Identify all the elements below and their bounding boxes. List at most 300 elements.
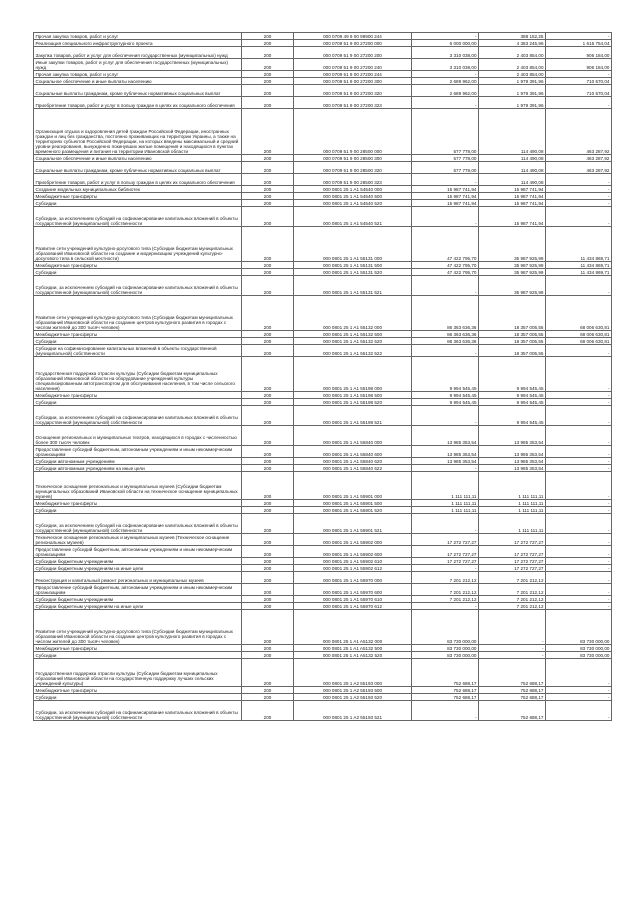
cell-code: 200 [242,357,294,392]
table-row [34,33,612,40]
cell-c2: 7 201 212,12 [479,596,546,603]
cell-code: 200 [242,572,294,584]
table-row [34,193,612,200]
table-row [34,458,612,465]
cell-c1: 2 689 962,00 [412,85,479,97]
cell-c3: 463 287,92 [546,162,612,174]
cell-name: Субсидии [34,652,242,659]
cell-kbk: 000 0801 25 1 A1 54540 500 [294,193,412,200]
cell-code: 200 [242,227,294,262]
cell-c1: - [412,276,479,296]
cell-code: 200 [242,109,294,155]
cell-c2: 17 272 727,27 [479,534,546,546]
cell-c3: - [546,406,612,426]
cell-c1: 15 987 741,94 [412,186,479,193]
cell-c3: 463 287,92 [546,155,612,162]
cell-name: Предоставление субсидий бюджетным, автономным учреждениям и иным некоммерческим организациям [34,446,242,458]
cell-kbk: 000 0801 25 1 A1 55901 521 [294,514,412,534]
cell-name: Государственная поддержка отрасли культуры (Субсидии бюджетам муниципальных образований Ивановской области на оборудование учреждений культуры специализированным автотранспортом для обслуживания населения, в том числе сельского населения) [34,357,242,392]
cell-c3: - [546,426,612,446]
cell-kbk: 000 0709 51 9 00 27200 200 [294,47,412,59]
cell-code: 200 [242,565,294,572]
cell-kbk: 000 0801 25 1 A1 55198 500 [294,392,412,399]
cell-name: Реализация специального инфраструктурного проекта [34,40,242,47]
cell-code: 200 [242,399,294,406]
cell-c3: - [546,392,612,399]
table-row [34,331,612,338]
cell-name: Субсидии автономным учреждениям [34,458,242,465]
cell-kbk: 000 0801 25 1 A1 55840 622 [294,465,412,472]
cell-c1: 1 111 111,11 [412,507,479,514]
cell-kbk: 000 0801 25 1 A1 55901 500 [294,500,412,507]
cell-c2: 15 987 741,94 [479,186,546,193]
cell-code: 200 [242,331,294,338]
cell-kbk: 000 0801 25 1 A1 55198 520 [294,399,412,406]
cell-c2: 9 994 545,45 [479,392,546,399]
table-row [34,296,612,331]
cell-name: Предоставление субсидий бюджетным, автономным учреждениям и иным некоммерческим организациям [34,584,242,596]
cell-kbk: 000 0801 25 1 A1 55902 612 [294,565,412,572]
table-row [34,596,612,603]
cell-c1: 83 730 000,00 [412,645,479,652]
cell-c3: 710 570,04 [546,85,612,97]
cell-c3: 68 006 630,81 [546,338,612,345]
table-row [34,269,612,276]
cell-code: 200 [242,97,294,109]
cell-c3: 68 006 630,81 [546,331,612,338]
cell-c2: 1 111 111,11 [479,500,546,507]
cell-c3: 83 730 000,00 [546,652,612,659]
cell-c2: 7 201 212,12 [479,584,546,596]
cell-c2: 114 490,08 [479,109,546,155]
cell-c2: 388 152,25 [479,33,546,40]
cell-c3: - [546,659,612,687]
cell-c2: 1 979 391,96 [479,85,546,97]
cell-name: Развитие сети учреждений культурно-досугового типа (Субсидии бюджетам муниципальных образований Ивановской области на создание центров культурного развития в городах с числом жителей до 300 тысяч человек) [34,296,242,331]
cell-code: 200 [242,701,294,721]
cell-c3: - [546,572,612,584]
table-row [34,276,612,296]
cell-kbk: 000 0801 25 1 A1 55970 000 [294,572,412,584]
cell-c3: - [546,399,612,406]
cell-c3: - [546,472,612,500]
table-row [34,155,612,162]
table-row [34,59,612,71]
cell-kbk: 000 0801 25 1 A1 54540 521 [294,207,412,227]
cell-c2: 752 688,17 [479,694,546,701]
cell-c1: - [412,207,479,227]
cell-c1: - [412,33,479,40]
cell-c1: 3 310 038,00 [412,47,479,59]
cell-name: Межбюджетные трансферты [34,687,242,694]
cell-c3: - [546,584,612,596]
cell-kbk: 000 0709 51 9 00 27200 000 [294,40,412,47]
cell-c3: - [546,207,612,227]
cell-name: Субсидии, за исключением субсидий на софинансирование капитальных вложений в объекты государственной (муниципальной) собственности [34,514,242,534]
cell-c3: - [546,534,612,546]
cell-c2: 18 357 005,55 [479,296,546,331]
cell-name: Межбюджетные трансферты [34,500,242,507]
cell-code: 200 [242,458,294,465]
table-row [34,514,612,534]
cell-code: 200 [242,207,294,227]
cell-c1: 86 363 636,36 [412,338,479,345]
cell-name: Социальные выплаты гражданам, кроме публичных нормативных социальных выплат [34,162,242,174]
cell-name: Субсидии бюджетным учреждениям [34,558,242,565]
expenditure-table [33,32,612,721]
cell-kbk: 000 0801 25 1 A1 55132 522 [294,345,412,357]
cell-c2: 17 272 727,27 [479,546,546,558]
cell-c1: 47 422 795,70 [412,262,479,269]
table-row [34,446,612,458]
cell-code: 200 [242,584,294,596]
table-row [34,399,612,406]
cell-code: 200 [242,193,294,200]
cell-code: 200 [242,500,294,507]
table-row [34,186,612,193]
cell-code: 200 [242,59,294,71]
cell-name: Субсидии, за исключением субсидий на софинансирование капитальных вложений в объекты государственной (муниципальной) собственности [34,406,242,426]
cell-code: 200 [242,465,294,472]
cell-kbk: 000 0801 25 1 A1 55198 000 [294,357,412,392]
cell-code: 200 [242,392,294,399]
cell-kbk: 000 0709 51 9 00 28500 000 [294,109,412,155]
cell-c2: 752 688,17 [479,701,546,721]
cell-c1: 47 422 795,70 [412,227,479,262]
table-row [34,572,612,584]
table-row [34,558,612,565]
table-row [34,97,612,109]
cell-c3: - [546,200,612,207]
cell-c3: - [546,596,612,603]
cell-c1: 9 994 545,45 [412,357,479,392]
cell-kbk: 000 0801 25 1 A1 55131 521 [294,276,412,296]
table-row [34,40,612,47]
cell-c1: - [412,514,479,534]
cell-kbk: 000 0801 25 1 A1 55131 520 [294,269,412,276]
cell-kbk: 000 0709 51 9 00 27200 320 [294,85,412,97]
cell-code: 200 [242,269,294,276]
cell-c2: 2 403 854,00 [479,47,546,59]
cell-c1: 13 985 353,54 [412,426,479,446]
table-row [34,472,612,500]
cell-kbk: 000 0801 25 1 A1 55132 500 [294,331,412,338]
cell-c1: - [412,345,479,357]
cell-kbk: 000 0801 25 1 A2 55193 520 [294,694,412,701]
cell-code: 200 [242,426,294,446]
cell-code: 200 [242,603,294,610]
cell-c1: 9 994 545,45 [412,392,479,399]
cell-name: Субсидии, за исключением субсидий на софинансирование капитальных вложений в объекты государственной (муниципальной) собственности [34,207,242,227]
cell-c1: - [412,71,479,78]
cell-c1: 577 778,00 [412,162,479,174]
cell-code: 200 [242,514,294,534]
cell-code: 200 [242,558,294,565]
table-row [34,603,612,610]
table-row [34,47,612,59]
cell-c2: 2 403 854,00 [479,59,546,71]
cell-c1: 7 201 212,12 [412,572,479,584]
cell-code: 200 [242,694,294,701]
cell-name: Субсидии, за исключением субсидий на софинансирование капитальных вложений в объекты государственной (муниципальной) собственности [34,701,242,721]
cell-c3: 11 434 869,71 [546,262,612,269]
cell-c2: 1 979 391,96 [479,78,546,85]
cell-name: Межбюджетные трансферты [34,392,242,399]
cell-code: 200 [242,610,294,645]
cell-kbk: 000 0709 51 9 00 27200 244 [294,71,412,78]
cell-c2: 13 985 353,54 [479,446,546,458]
cell-kbk: 000 0801 25 1 A1 55970 600 [294,584,412,596]
cell-kbk: 000 0709 51 9 00 27200 300 [294,78,412,85]
cell-c2: 1 111 111,11 [479,472,546,500]
cell-c3: 1 616 754,04 [546,40,612,47]
cell-name: Межбюджетные трансферты [34,193,242,200]
cell-c3: - [546,465,612,472]
cell-name: Субсидии бюджетным учреждениям на иные цели [34,565,242,572]
cell-c2: 18 357 005,55 [479,345,546,357]
cell-c3: - [546,701,612,721]
cell-c1: - [412,701,479,721]
table-row [34,357,612,392]
table-row [34,200,612,207]
cell-kbk: 000 0801 25 1 A1 55902 610 [294,558,412,565]
cell-name: Иные закупки товаров, работ и услуг для обеспечения государственных (муниципальных) нужд [34,59,242,71]
cell-c1: - [412,465,479,472]
cell-name: Субсидии на софинансирование капитальных вложений в объекты государственной (муниципальной) собственности [34,345,242,357]
cell-name: Государственная поддержка отрасли культуры (Субсидии бюджетам муниципальных образований Ивановской области на государственную поддержку лучших сельских учреждений культуры) [34,659,242,687]
cell-name: Субсидии [34,338,242,345]
cell-c3: 710 570,04 [546,78,612,85]
table-row [34,174,612,186]
table-row [34,162,612,174]
cell-name: Социальное обеспечение и иные выплаты населению [34,155,242,162]
table-row [34,227,612,262]
cell-c2: 13 985 353,54 [479,426,546,446]
cell-c3: - [546,514,612,534]
cell-c2: 13 985 353,54 [479,458,546,465]
cell-name: Субсидии [34,200,242,207]
cell-c2: 18 357 005,55 [479,338,546,345]
cell-kbk: 000 0709 51 9 00 27200 323 [294,97,412,109]
table-row [34,687,612,694]
cell-code: 200 [242,687,294,694]
cell-c2: 1 979 391,96 [479,97,546,109]
cell-c2: 7 201 212,12 [479,572,546,584]
cell-name: Субсидии [34,507,242,514]
cell-code: 200 [242,262,294,269]
cell-c1: 752 688,17 [412,687,479,694]
cell-code: 200 [242,33,294,40]
cell-c3: - [546,276,612,296]
cell-kbk: 000 0801 25 1 A1 55901 000 [294,472,412,500]
cell-kbk: 000 0709 51 9 00 28500 323 [294,174,412,186]
table-row [34,207,612,227]
cell-kbk: 000 0709 51 9 00 27200 240 [294,59,412,71]
cell-c3: - [546,687,612,694]
cell-code: 200 [242,338,294,345]
cell-name: Межбюджетные трансферты [34,331,242,338]
cell-name: Субсидии автономным учреждениям на иные цели [34,465,242,472]
cell-kbk: 000 0709 51 9 00 28500 300 [294,155,412,162]
cell-c1: 9 994 545,45 [412,399,479,406]
cell-kbk: 000 0801 25 1 A1 A5132 520 [294,652,412,659]
table-row [34,645,612,652]
cell-c3: 906 184,00 [546,59,612,71]
cell-kbk: 000 0801 25 1 A1 55198 521 [294,406,412,426]
cell-c2: 752 688,17 [479,687,546,694]
cell-c2: 7 201 212,12 [479,603,546,610]
cell-code: 200 [242,47,294,59]
table-row [34,584,612,596]
cell-kbk: 000 0801 25 1 A1 55840 620 [294,458,412,465]
cell-c3: 83 730 000,00 [546,645,612,652]
cell-name: Субсидии [34,399,242,406]
cell-c1: - [412,406,479,426]
cell-name: Организация отдыха и оздоровления детей граждан Российской Федерации, иностранных граждан и лиц без гражданства, постоянно проживающих на территории Украины, а также на территориях субъектов Российской Федерации, на которых введены максимальный и средний уровни реагирования, вынужденно покинувших жилые помещения и находящихся в пунктах временного размещения и питания на территории Ивановской области [34,109,242,155]
cell-c1: - [412,174,479,186]
cell-c1: - [412,565,479,572]
cell-c3: - [546,507,612,514]
cell-c2: 9 994 545,45 [479,357,546,392]
cell-code: 200 [242,276,294,296]
cell-c3: 463 287,92 [546,109,612,155]
table-row [34,426,612,446]
cell-c3: - [546,186,612,193]
cell-c2: 752 688,17 [479,659,546,687]
cell-kbk: 000 0801 25 1 A1 55132 520 [294,338,412,345]
cell-kbk: 000 0801 25 1 A1 54540 000 [294,186,412,193]
cell-c1: 17 272 727,27 [412,534,479,546]
cell-c2: 1 111 111,11 [479,507,546,514]
cell-name: Закупка товаров, работ и услуг для обеспечения государственных (муниципальных) нужд [34,47,242,59]
cell-c2: 114 490,08 [479,162,546,174]
cell-code: 200 [242,186,294,193]
cell-c1: 15 987 741,94 [412,200,479,207]
cell-code: 200 [242,85,294,97]
table-row [34,465,612,472]
cell-c3: - [546,33,612,40]
expenditure-table-body [34,33,612,721]
cell-name: Оснащение региональных и муниципальных театров, находящихся в городах с численностью более 300 тысяч человек [34,426,242,446]
cell-c2: 9 994 545,45 [479,406,546,426]
cell-c3: - [546,357,612,392]
cell-c1: 86 363 636,36 [412,296,479,331]
cell-kbk: 000 0801 25 1 A1 55131 000 [294,227,412,262]
cell-name: Субсидии, за исключением субсидий на софинансирование капитальных вложений в объекты государственной (муниципальной) собственности [34,276,242,296]
cell-c1: 13 985 353,54 [412,458,479,465]
table-row [34,610,612,645]
cell-kbk: 000 0801 25 1 A2 55193 521 [294,701,412,721]
cell-c3: - [546,193,612,200]
cell-c1: 752 688,17 [412,659,479,687]
cell-kbk: 000 0801 25 1 A2 55193 500 [294,687,412,694]
cell-c2: 35 987 925,99 [479,227,546,262]
cell-name: Социальные выплаты гражданам, кроме публичных нормативных социальных выплат [34,85,242,97]
cell-c1: - [412,97,479,109]
cell-c3: - [546,97,612,109]
cell-name: Реконструкция и капитальный ремонт региональных и муниципальных музеев [34,572,242,584]
cell-name: Субсидии [34,269,242,276]
cell-kbk: 000 0801 25 1 A1 55840 600 [294,446,412,458]
cell-c1: 13 985 353,54 [412,446,479,458]
cell-name: Развитие сети учреждений культурно-досугового типа (Субсидии бюджетам муниципальных образований Ивановской области на создание центров культурного развития в городах с числом жителей до 300 тысяч человек) [34,610,242,645]
cell-c1: 15 987 741,94 [412,193,479,200]
table-row [34,345,612,357]
cell-c3: - [546,174,612,186]
table-row [34,534,612,546]
cell-c1: 86 363 636,36 [412,331,479,338]
cell-code: 200 [242,345,294,357]
cell-c2: - [479,610,546,645]
cell-name: Прочая закупка товаров, работ и услуг [34,33,242,40]
cell-c1: 2 689 962,00 [412,78,479,85]
table-row [34,109,612,155]
cell-code: 200 [242,546,294,558]
cell-code: 200 [242,406,294,426]
cell-code: 200 [242,645,294,652]
cell-kbk: 000 0801 25 1 A1 55970 612 [294,603,412,610]
cell-code: 200 [242,659,294,687]
cell-name: Техническое оснащение региональных и муниципальных музеев (Техническое оснащение региональных музеев) [34,534,242,546]
cell-c2: 2 403 854,00 [479,71,546,78]
cell-c2: 17 272 727,27 [479,558,546,565]
table-row [34,500,612,507]
cell-c3: - [546,446,612,458]
cell-kbk: 000 0709 49 9 00 99900 244 [294,33,412,40]
cell-c2: 114 490,08 [479,155,546,162]
table-row [34,507,612,514]
cell-kbk: 000 0801 25 1 A1 55901 520 [294,507,412,514]
cell-code: 200 [242,174,294,186]
cell-code: 200 [242,296,294,331]
cell-c2: 35 987 925,99 [479,276,546,296]
cell-c2: 4 383 245,96 [479,40,546,47]
cell-c2: 17 272 727,27 [479,565,546,572]
cell-kbk: 000 0801 25 1 A1 55840 000 [294,426,412,446]
cell-kbk: 000 0801 25 1 A2 55193 000 [294,659,412,687]
cell-name: Субсидии бюджетным учреждениям на иные цели [34,603,242,610]
table-row [34,659,612,687]
cell-name: Развитие сети учреждений культурно-досугового типа (Субсидии бюджетам муниципальных образований Ивановской области на создание и модернизацию учреждений культурно-досугового типа в сельской местности) [34,227,242,262]
cell-kbk: 000 0801 25 1 A1 55902 000 [294,534,412,546]
cell-kbk: 000 0801 25 1 A1 A5132 500 [294,645,412,652]
cell-c3: - [546,546,612,558]
cell-kbk: 000 0801 25 1 A1 55132 000 [294,296,412,331]
table-row [34,694,612,701]
table-row [34,652,612,659]
cell-code: 200 [242,507,294,514]
cell-name: Предоставление субсидий бюджетным, автономным учреждениям и иным некоммерческим организациям [34,546,242,558]
cell-name: Техническое оснащение региональных и муниципальных музеев (Субсидии бюджетам муниципальных образований Ивановской области на техническое оснащение муниципальных музеев) [34,472,242,500]
cell-kbk: 000 0709 51 9 00 28500 320 [294,162,412,174]
cell-c1: 1 111 111,11 [412,500,479,507]
cell-kbk: 000 0801 25 1 A1 55970 610 [294,596,412,603]
cell-c1: 752 688,17 [412,694,479,701]
cell-c2: 15 987 741,94 [479,207,546,227]
cell-c3: - [546,694,612,701]
cell-c1: 83 730 000,00 [412,652,479,659]
cell-c1: 577 778,00 [412,109,479,155]
cell-name: Создание модельных муниципальных библиотек [34,186,242,193]
cell-c2: - [479,645,546,652]
cell-c2: 114 490,08 [479,174,546,186]
cell-c2: 35 987 925,99 [479,269,546,276]
cell-kbk: 000 0801 25 1 A1 A5132 000 [294,610,412,645]
cell-c3: - [546,565,612,572]
cell-kbk: 000 0801 25 1 A1 55902 600 [294,546,412,558]
cell-c2: 9 994 545,45 [479,399,546,406]
cell-code: 200 [242,446,294,458]
